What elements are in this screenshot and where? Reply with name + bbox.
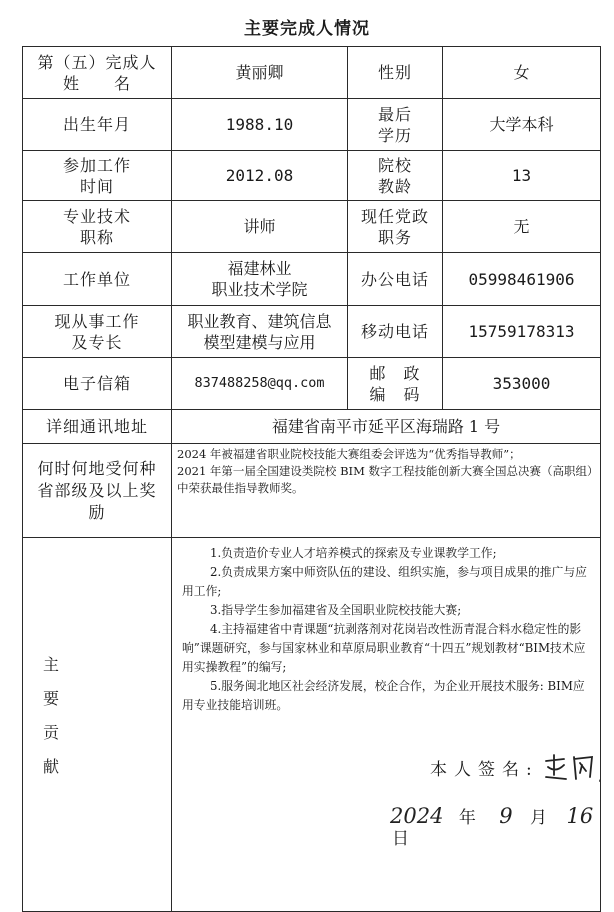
party-post-label: 现任党政 职务 (348, 201, 443, 253)
document-title: 主要完成人情况 (244, 19, 370, 39)
work-start-label: 参加工作 时间 (23, 151, 172, 201)
address-label: 详细通讯地址 (23, 410, 172, 444)
sign-date-day: 16 (566, 804, 594, 828)
contribution-item-5: 5.服务闽北地区社会经济发展，校企合作，为企业开展技术服务: BIM应用专业技能培训班。 (182, 679, 585, 712)
awards-value (172, 444, 601, 538)
professional-title-label: 专业技术 职称 (23, 201, 172, 253)
postcode-label: 邮 政 编 码 (348, 358, 443, 410)
sign-date-year-char: 年 (458, 808, 476, 828)
specialty-label: 现从事工作 及专长 (23, 306, 172, 358)
contribution-label-cell (23, 538, 172, 912)
contribution-list (172, 538, 600, 715)
sign-date (390, 806, 600, 850)
teaching-years-value: 13 (443, 151, 601, 201)
award-item-2: 2021 年第一届全国建设类院校 BIM 数字工程技能创新大赛全国总决赛（高职组）中荣获最佳指导教师奖。 (177, 464, 593, 495)
contribution-item-2: 2.负责成果方案中师资队伍的建设、组织实施，参与项目成果的推广与应用工作; (182, 565, 587, 598)
name-value: 黄丽卿 (172, 47, 348, 99)
signature-label: 本人签名: (430, 760, 539, 780)
email-label: 电子信箱 (23, 358, 172, 410)
work-unit-label: 工作单位 (23, 253, 172, 306)
contribution-item-3: 3.指导学生参加福建省及全国职业院校技能大赛; (210, 603, 462, 617)
gender-label: 性别 (348, 47, 443, 99)
awards-label: 何时何地受何种 省部级及以上奖 励 (23, 444, 172, 538)
office-phone-value: 05998461906 (443, 253, 601, 306)
work-start-value: 2012.08 (172, 151, 348, 201)
professional-title-value: 讲师 (172, 201, 348, 253)
education-value: 大学本科 (443, 99, 601, 151)
work-unit-value: 福建林业 职业技术学院 (172, 253, 348, 306)
office-phone-label: 办公电话 (348, 253, 443, 306)
gender-value: 女 (443, 47, 601, 99)
completer-info-table (22, 46, 601, 912)
birth-value: 1988.10 (172, 99, 348, 151)
education-label: 最后 学历 (348, 99, 443, 151)
name-label: 第（五）完成人 姓 名 (23, 47, 172, 99)
party-post-value: 无 (443, 201, 601, 253)
award-item-1: 2024 年被福建省职业院校技能大赛组委会评选为“优秀指导教师”； (177, 447, 521, 461)
sign-date-year: 2024 (390, 804, 444, 828)
contribution-item-1: 1.负责造价专业人才培养模式的探索及专业课教学工作; (210, 546, 497, 560)
address-value: 福建省南平市延平区海瑞路 1 号 (172, 410, 601, 444)
sign-date-month: 9 (499, 804, 513, 828)
birth-label: 出生年月 (23, 99, 172, 151)
email-value: 837488258@qq.com (172, 358, 348, 410)
mobile-phone-value: 15759178313 (443, 306, 601, 358)
sign-date-day-char: 日 (392, 829, 409, 849)
sign-date-month-char: 月 (530, 808, 548, 828)
contribution-label: 主要贡献 (40, 656, 60, 792)
contribution-item-4: 4.主持福建省中青课题“抗剥落剂对花岗岩改性沥青混合料水稳定性的影响”课题研究，参与国家林业和草原局职业教育“十四五”规划教材“BIM技术应用实操教程”的编写; (182, 622, 586, 674)
teaching-years-label: 院校 教龄 (348, 151, 443, 201)
postcode-value: 353000 (443, 358, 601, 410)
specialty-value: 职业教育、建筑信息 模型建模与应用 (172, 306, 348, 358)
mobile-phone-label: 移动电话 (348, 306, 443, 358)
contribution-content (172, 538, 601, 912)
handwritten-signature (542, 751, 601, 785)
